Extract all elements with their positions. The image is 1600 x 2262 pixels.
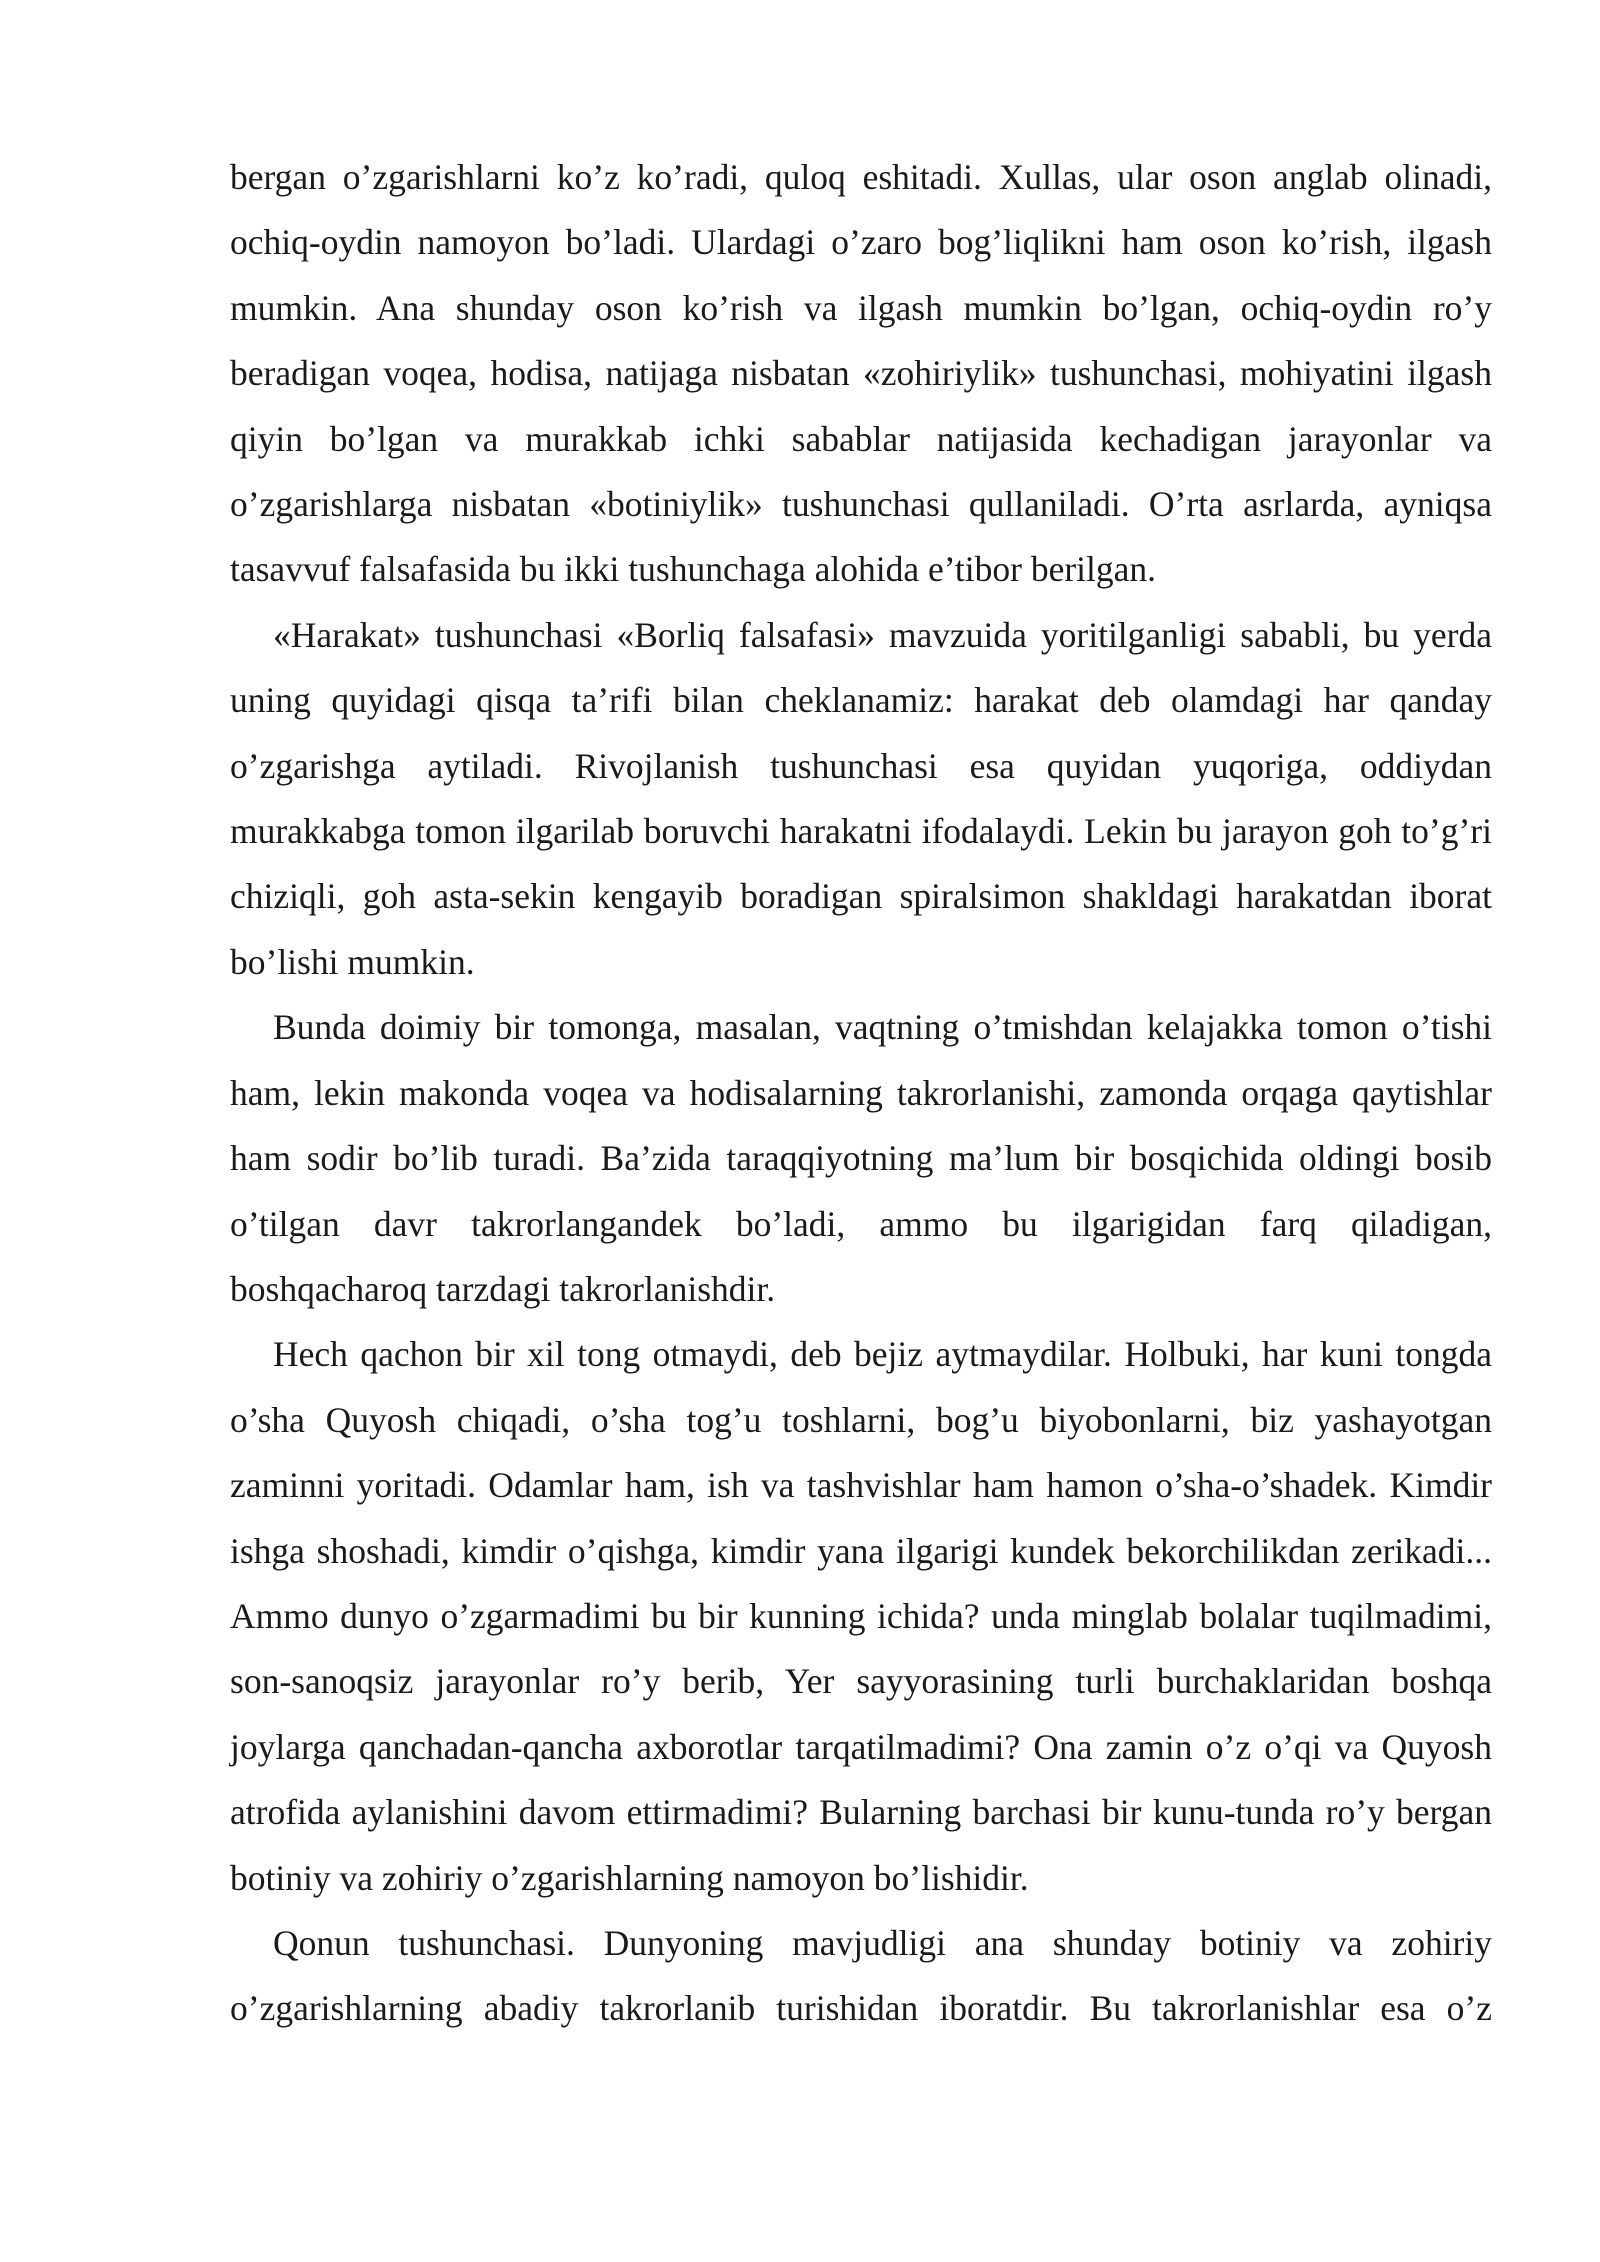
paragraph-1: bergan o’zgarishlarni ko’z ko’radi, quloq eshitadi. Xullas, ular oson anglab olinadi, ochiq-oydin namoyon bo’ladi. Ulardagi o’zaro bog’liqlikni ham oson ko’rish, ilgash mumkin. Ana shunday oson ko’rish va ilgash mumkin bo’lgan, ochiq-oydin ro’y beradigan voqea, hodisa, natijaga nisbatan «zohiriylik» tushunchasi, mohiyatini ilgash qiyin bo’lgan va murakkab ichki sabablar natijasida kechadigan jarayonlar va o’zgarishlarga nisbatan «botiniylik» tushunchasi qullaniladi. O’rta asrlarda, ayniqsa tasavvuf falsafasida bu ikki tushunchaga alohida e’tibor berilgan. bbox=[230, 157, 1492, 590]
paragraph-3: Bunda doimiy bir tomonga, masalan, vaqtning o’tmishdan kelajakka tomon o’tishi ham, lekin makonda voqea va hodisalarning takrorlanishi, zamonda orqaga qaytishlar ham sodir bo’lib turadi. Ba’zida taraqqiyotning ma’lum bir bosqichida oldingi bosib o’tilgan davr takrorlangandek bo’ladi, ammo bu ilgarigidan farq qiladigan, boshqacharoq tarzdagi takrorlanishdir. bbox=[230, 1007, 1492, 1309]
document-page bbox=[230, 145, 1492, 2042]
paragraph-5: Qonun tushunchasi. Dunyoning mavjudligi ana shunday botiniy va zohiriy o’zgarishlarning abadiy takrorlanib turishidan iboratdir. Bu takrorlanishlar esa o’z bbox=[230, 1922, 1492, 2029]
paragraph-2: «Harakat» tushunchasi «Borliq falsafasi» mavzuida yoritilganligi sababli, bu yerda uning quyidagi qisqa ta’rifi bilan cheklanamiz: harakat deb olamdagi har qanday o’zgarishga aytiladi. Rivojlanish tushunchasi esa quyidan yuqoriga, oddiydan murakkabga tomon ilgarilab boruvchi harakatni ifodalaydi. Lekin bu jarayon goh to’g’ri chiziqli, goh asta-sekin kengayib boradigan spiralsimon shakldagi harakatdan iborat bo’lishi mumkin. bbox=[230, 614, 1492, 982]
paragraph-4: Hech qachon bir xil tong otmaydi, deb bejiz aytmaydilar. Holbuki, har kuni tongda o’sha Quyosh chiqadi, o’sha tog’u toshlarni, bog’u biyobonlarni, biz yashayotgan zaminni yoritadi. Odamlar ham, ish va tashvishlar ham hamon o’sha-o’shadek. Kimdir ishga shoshadi, kimdir o’qishga, kimdir yana ilgarigi kundek bekorchilikdan zerikadi... Ammo dunyo o’zgarmadimi bu bir kunning ichida? unda minglab bolalar tuqilmadimi, son-sanoqsiz jarayonlar ro’y berib, Yer sayyorasining turli burchaklaridan boshqa joylarga qanchadan-qancha axborotlar tarqatilmadimi? Ona zamin o’z o’qi va Quyosh atrofida aylanishini davom ettirmadimi? Bularning barchasi bir kunu-tunda ro’y bergan botiniy va zohiriy o’zgarishlarning namoyon bo’lishidir. bbox=[230, 1334, 1492, 1898]
